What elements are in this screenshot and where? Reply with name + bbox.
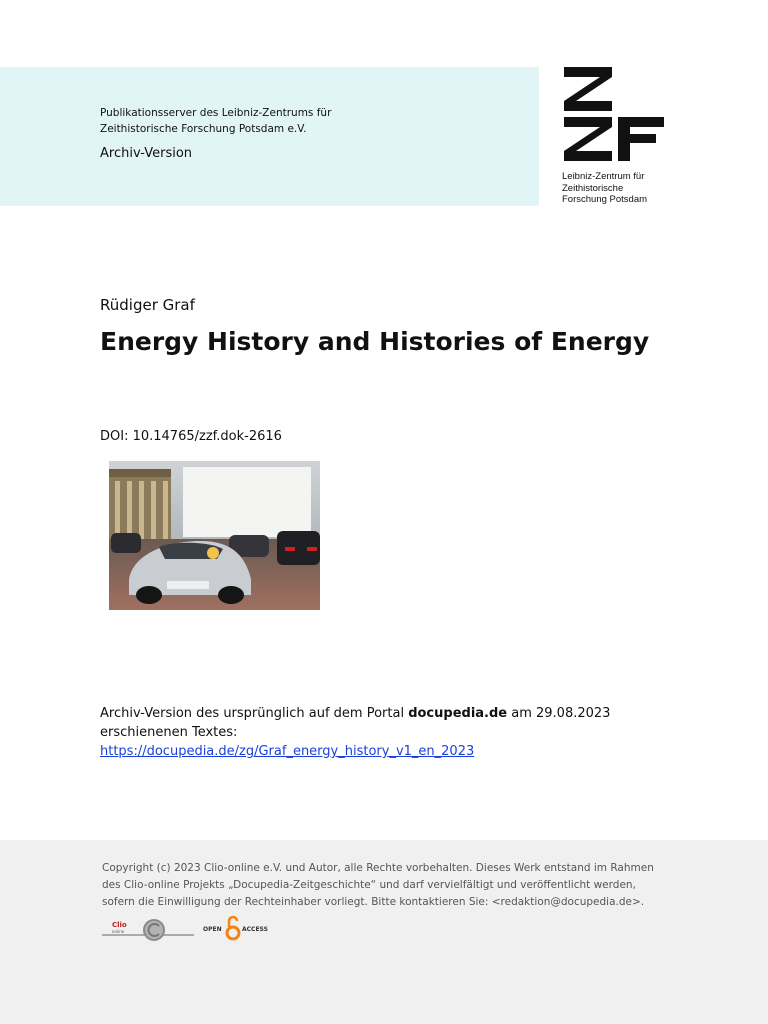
open-access-logo xyxy=(203,917,268,939)
clio-sub-label: online xyxy=(112,929,125,934)
archive-note-portal: docupedia.de xyxy=(408,706,508,721)
copyright-notice: Copyright (c) 2023 Clio-online e.V. und Autor, alle Rechte vorbehalten. Dieses Werk entstand im Rahmen des Clio-online Projekts „Docupedia-Zeitgeschichte“ und darf vervielfältigt und veröffentlicht werden, sofern die Einwilligung der Rechteinhaber vorliegt. Bitte kontaktieren Sie: <redaktion@docupedia.de>. xyxy=(102,862,654,908)
article-title: Energy History and Histories of Energy xyxy=(100,327,650,356)
publisher-line-1: Publikationsserver des Leibniz-Zentrums für xyxy=(100,107,332,119)
logo-line-3: Forschung Potsdam xyxy=(562,194,648,205)
footer xyxy=(0,840,768,1024)
access-label: ACCESS xyxy=(242,926,268,933)
clio-online-logo xyxy=(102,919,194,941)
archive-version-label: Archiv-Version xyxy=(100,146,193,161)
docupedia-link[interactable]: https://docupedia.de/zg/Graf_energy_history_v1_en_2023 xyxy=(100,744,475,759)
archive-note-text-after: am 29.08.2023 erschienenen Textes: xyxy=(100,706,611,740)
zzf-logo-mark xyxy=(562,67,666,167)
archive-note xyxy=(100,704,660,761)
clio-label: Clio xyxy=(112,921,127,929)
zzf-logo xyxy=(562,67,666,207)
open-label: OPEN xyxy=(203,926,222,933)
publisher-line-2: Zeithistorische Forschung Potsdam e.V. xyxy=(100,123,307,135)
archive-note-text-before: Archiv-Version des ursprünglich auf dem Portal xyxy=(100,706,409,721)
license-badges xyxy=(102,915,282,945)
logo-line-2: Zeithistorische xyxy=(562,182,624,194)
author-name: Rüdiger Graf xyxy=(100,296,195,314)
doi: DOI: 10.14765/zzf.dok-2616 xyxy=(100,429,282,444)
cover-photo xyxy=(109,461,320,610)
logo-caption xyxy=(562,171,647,206)
logo-line-1: Leibniz-Zentrum für xyxy=(562,171,645,182)
